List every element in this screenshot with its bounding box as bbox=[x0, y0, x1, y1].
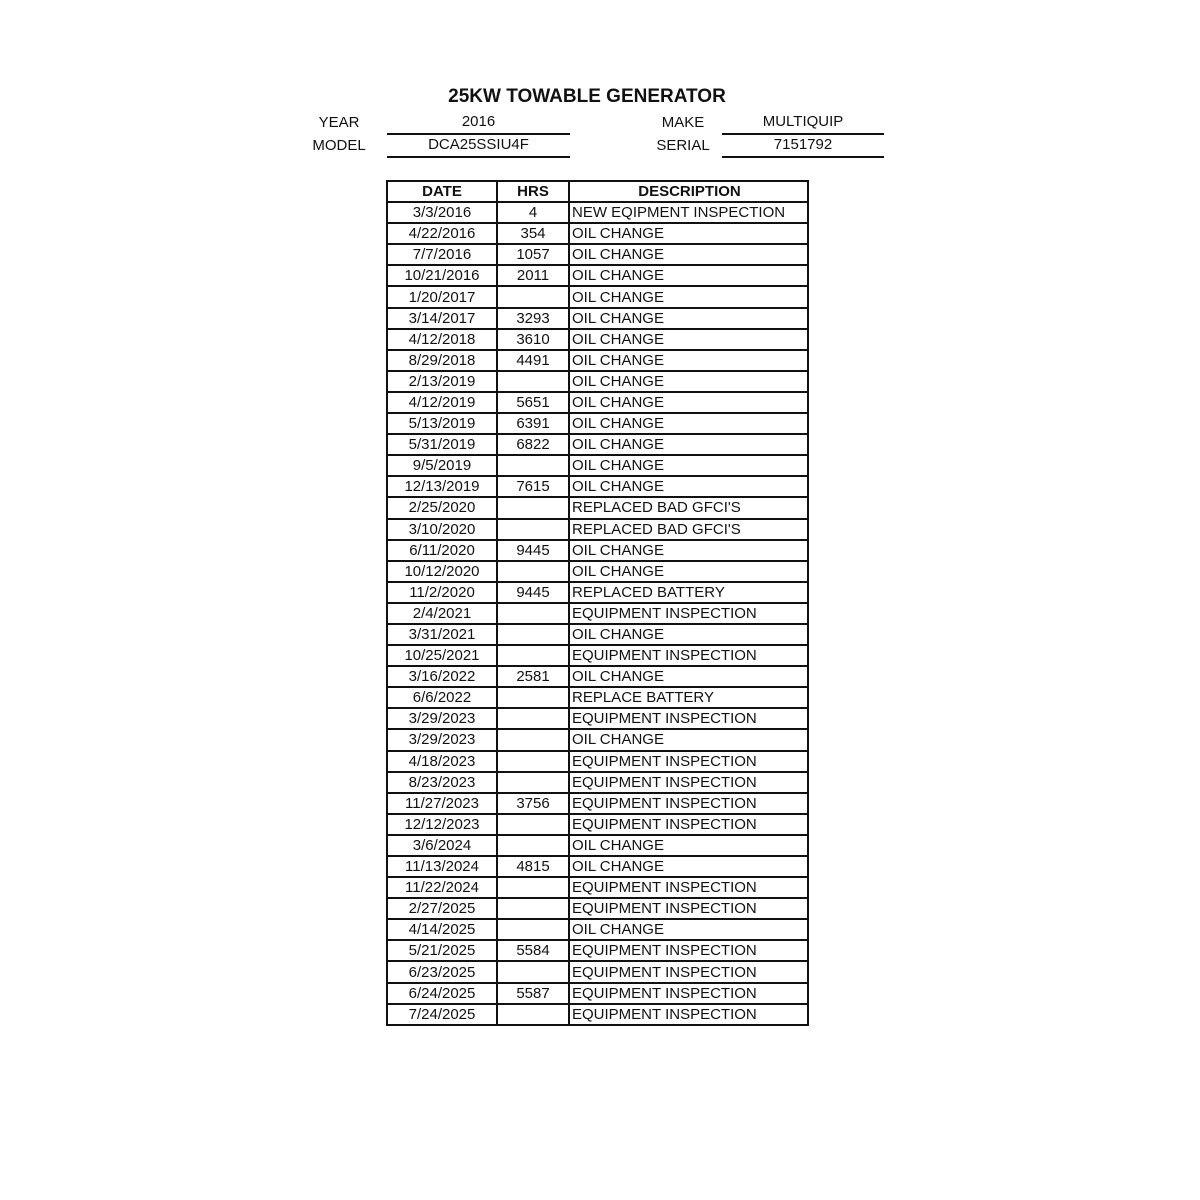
cell-hrs: 4 bbox=[497, 202, 569, 223]
cell-date: 3/3/2016 bbox=[387, 202, 497, 223]
cell-description: EQUIPMENT INSPECTION bbox=[569, 983, 808, 1004]
cell-description: OIL CHANGE bbox=[569, 856, 808, 877]
cell-description: EQUIPMENT INSPECTION bbox=[569, 898, 808, 919]
cell-date: 5/31/2019 bbox=[387, 434, 497, 455]
cell-description: EQUIPMENT INSPECTION bbox=[569, 814, 808, 835]
cell-description: OIL CHANGE bbox=[569, 476, 808, 497]
cell-description: REPLACED BATTERY bbox=[569, 582, 808, 603]
cell-date: 4/18/2023 bbox=[387, 751, 497, 772]
table-row bbox=[387, 519, 808, 540]
cell-date: 7/7/2016 bbox=[387, 244, 497, 265]
serial-label: SERIAL bbox=[656, 137, 710, 154]
cell-hrs: 4815 bbox=[497, 856, 569, 877]
cell-date: 6/11/2020 bbox=[387, 540, 497, 561]
cell-hrs: 3756 bbox=[497, 793, 569, 814]
cell-description: OIL CHANGE bbox=[569, 371, 808, 392]
cell-date: 12/12/2023 bbox=[387, 814, 497, 835]
cell-hrs bbox=[497, 624, 569, 645]
cell-date: 4/12/2018 bbox=[387, 329, 497, 350]
cell-description: EQUIPMENT INSPECTION bbox=[569, 1004, 808, 1025]
cell-date: 7/24/2025 bbox=[387, 1004, 497, 1025]
model-value: DCA25SSIU4F bbox=[387, 135, 570, 158]
year-value: 2016 bbox=[387, 112, 570, 135]
cell-hrs: 354 bbox=[497, 223, 569, 244]
cell-date: 3/29/2023 bbox=[387, 729, 497, 750]
cell-hrs bbox=[497, 561, 569, 582]
cell-date: 10/21/2016 bbox=[387, 265, 497, 286]
table-row bbox=[387, 687, 808, 708]
cell-hrs bbox=[497, 286, 569, 307]
table-row bbox=[387, 751, 808, 772]
table-row bbox=[387, 919, 808, 940]
table-row bbox=[387, 729, 808, 750]
cell-description: OIL CHANGE bbox=[569, 434, 808, 455]
header-description: DESCRIPTION bbox=[569, 181, 808, 202]
cell-date: 3/16/2022 bbox=[387, 666, 497, 687]
cell-date: 2/13/2019 bbox=[387, 371, 497, 392]
cell-hrs: 2011 bbox=[497, 265, 569, 286]
cell-date: 5/13/2019 bbox=[387, 413, 497, 434]
cell-date: 12/13/2019 bbox=[387, 476, 497, 497]
cell-description: EQUIPMENT INSPECTION bbox=[569, 772, 808, 793]
cell-hrs: 6822 bbox=[497, 434, 569, 455]
cell-hrs: 5584 bbox=[497, 940, 569, 961]
table-row bbox=[387, 286, 808, 307]
cell-description: EQUIPMENT INSPECTION bbox=[569, 877, 808, 898]
table-row bbox=[387, 603, 808, 624]
cell-date: 4/14/2025 bbox=[387, 919, 497, 940]
table-row bbox=[387, 856, 808, 877]
cell-description: EQUIPMENT INSPECTION bbox=[569, 961, 808, 982]
table-row bbox=[387, 455, 808, 476]
cell-date: 3/6/2024 bbox=[387, 835, 497, 856]
table-row bbox=[387, 223, 808, 244]
cell-date: 9/5/2019 bbox=[387, 455, 497, 476]
table-row bbox=[387, 497, 808, 518]
cell-description: OIL CHANGE bbox=[569, 350, 808, 371]
table-row bbox=[387, 413, 808, 434]
cell-description: OIL CHANGE bbox=[569, 835, 808, 856]
table-row bbox=[387, 708, 808, 729]
cell-description: OIL CHANGE bbox=[569, 729, 808, 750]
table-row bbox=[387, 940, 808, 961]
table-row bbox=[387, 645, 808, 666]
table-row bbox=[387, 265, 808, 286]
cell-hrs bbox=[497, 455, 569, 476]
cell-date: 3/29/2023 bbox=[387, 708, 497, 729]
cell-date: 8/29/2018 bbox=[387, 350, 497, 371]
cell-hrs bbox=[497, 708, 569, 729]
cell-hrs bbox=[497, 919, 569, 940]
cell-description: EQUIPMENT INSPECTION bbox=[569, 751, 808, 772]
cell-description: EQUIPMENT INSPECTION bbox=[569, 708, 808, 729]
cell-date: 4/12/2019 bbox=[387, 392, 497, 413]
cell-description: EQUIPMENT INSPECTION bbox=[569, 603, 808, 624]
cell-description: OIL CHANGE bbox=[569, 919, 808, 940]
cell-description: OIL CHANGE bbox=[569, 265, 808, 286]
cell-date: 10/12/2020 bbox=[387, 561, 497, 582]
model-label: MODEL bbox=[312, 137, 366, 154]
cell-description: OIL CHANGE bbox=[569, 308, 808, 329]
cell-hrs bbox=[497, 751, 569, 772]
year-label: YEAR bbox=[318, 114, 360, 131]
table-row bbox=[387, 666, 808, 687]
cell-hrs bbox=[497, 772, 569, 793]
cell-date: 1/20/2017 bbox=[387, 286, 497, 307]
cell-description: OIL CHANGE bbox=[569, 666, 808, 687]
cell-date: 2/4/2021 bbox=[387, 603, 497, 624]
cell-date: 10/25/2021 bbox=[387, 645, 497, 666]
cell-hrs: 9445 bbox=[497, 540, 569, 561]
cell-description: REPLACE BATTERY bbox=[569, 687, 808, 708]
cell-hrs bbox=[497, 877, 569, 898]
table-row bbox=[387, 772, 808, 793]
cell-description: OIL CHANGE bbox=[569, 455, 808, 476]
table-row bbox=[387, 961, 808, 982]
make-value: MULTIQUIP bbox=[722, 112, 884, 135]
table-row bbox=[387, 350, 808, 371]
cell-description: REPLACED BAD GFCI'S bbox=[569, 497, 808, 518]
cell-hrs bbox=[497, 519, 569, 540]
serial-value: 7151792 bbox=[722, 135, 884, 158]
table-row bbox=[387, 814, 808, 835]
cell-hrs: 3293 bbox=[497, 308, 569, 329]
cell-date: 6/6/2022 bbox=[387, 687, 497, 708]
table-row bbox=[387, 244, 808, 265]
cell-hrs bbox=[497, 645, 569, 666]
cell-description: OIL CHANGE bbox=[569, 540, 808, 561]
cell-date: 4/22/2016 bbox=[387, 223, 497, 244]
document-title: 25KW TOWABLE GENERATOR bbox=[448, 86, 726, 107]
table-row bbox=[387, 371, 808, 392]
header-hrs: HRS bbox=[497, 181, 569, 202]
table-row bbox=[387, 329, 808, 350]
cell-hrs bbox=[497, 497, 569, 518]
table-row bbox=[387, 835, 808, 856]
table-row bbox=[387, 308, 808, 329]
table-row bbox=[387, 793, 808, 814]
cell-description: OIL CHANGE bbox=[569, 223, 808, 244]
cell-hrs bbox=[497, 898, 569, 919]
table-row bbox=[387, 983, 808, 1004]
header-date: DATE bbox=[387, 181, 497, 202]
maintenance-log-table bbox=[386, 180, 809, 1026]
cell-hrs bbox=[497, 603, 569, 624]
cell-date: 11/13/2024 bbox=[387, 856, 497, 877]
cell-description: OIL CHANGE bbox=[569, 244, 808, 265]
cell-date: 2/25/2020 bbox=[387, 497, 497, 518]
table-row bbox=[387, 898, 808, 919]
cell-description: OIL CHANGE bbox=[569, 329, 808, 350]
cell-hrs: 2581 bbox=[497, 666, 569, 687]
cell-date: 3/10/2020 bbox=[387, 519, 497, 540]
cell-hrs: 7615 bbox=[497, 476, 569, 497]
cell-hrs bbox=[497, 687, 569, 708]
cell-description: EQUIPMENT INSPECTION bbox=[569, 645, 808, 666]
cell-hrs: 5651 bbox=[497, 392, 569, 413]
table-row bbox=[387, 476, 808, 497]
cell-date: 11/2/2020 bbox=[387, 582, 497, 603]
cell-hrs bbox=[497, 835, 569, 856]
cell-description: EQUIPMENT INSPECTION bbox=[569, 793, 808, 814]
cell-hrs: 3610 bbox=[497, 329, 569, 350]
cell-date: 3/31/2021 bbox=[387, 624, 497, 645]
cell-description: OIL CHANGE bbox=[569, 286, 808, 307]
cell-description: EQUIPMENT INSPECTION bbox=[569, 940, 808, 961]
cell-hrs: 9445 bbox=[497, 582, 569, 603]
table-body bbox=[387, 202, 808, 1025]
cell-hrs: 5587 bbox=[497, 983, 569, 1004]
cell-description: REPLACED BAD GFCI'S bbox=[569, 519, 808, 540]
table-row bbox=[387, 392, 808, 413]
cell-date: 6/23/2025 bbox=[387, 961, 497, 982]
cell-description: OIL CHANGE bbox=[569, 624, 808, 645]
cell-hrs bbox=[497, 371, 569, 392]
cell-date: 3/14/2017 bbox=[387, 308, 497, 329]
cell-description: NEW EQIPMENT INSPECTION bbox=[569, 202, 808, 223]
table-header-row bbox=[387, 181, 808, 202]
cell-description: OIL CHANGE bbox=[569, 561, 808, 582]
table-row bbox=[387, 202, 808, 223]
cell-date: 11/22/2024 bbox=[387, 877, 497, 898]
cell-hrs bbox=[497, 1004, 569, 1025]
cell-hrs bbox=[497, 814, 569, 835]
table-row bbox=[387, 877, 808, 898]
cell-date: 11/27/2023 bbox=[387, 793, 497, 814]
table-row bbox=[387, 434, 808, 455]
table-row bbox=[387, 624, 808, 645]
cell-hrs bbox=[497, 961, 569, 982]
table-row bbox=[387, 540, 808, 561]
table-row bbox=[387, 582, 808, 603]
cell-date: 8/23/2023 bbox=[387, 772, 497, 793]
cell-hrs: 4491 bbox=[497, 350, 569, 371]
cell-hrs: 6391 bbox=[497, 413, 569, 434]
cell-date: 6/24/2025 bbox=[387, 983, 497, 1004]
cell-hrs bbox=[497, 729, 569, 750]
cell-description: OIL CHANGE bbox=[569, 413, 808, 434]
cell-date: 5/21/2025 bbox=[387, 940, 497, 961]
cell-date: 2/27/2025 bbox=[387, 898, 497, 919]
cell-description: OIL CHANGE bbox=[569, 392, 808, 413]
table-row bbox=[387, 561, 808, 582]
cell-hrs: 1057 bbox=[497, 244, 569, 265]
table-row bbox=[387, 1004, 808, 1025]
make-label: MAKE bbox=[661, 114, 705, 131]
